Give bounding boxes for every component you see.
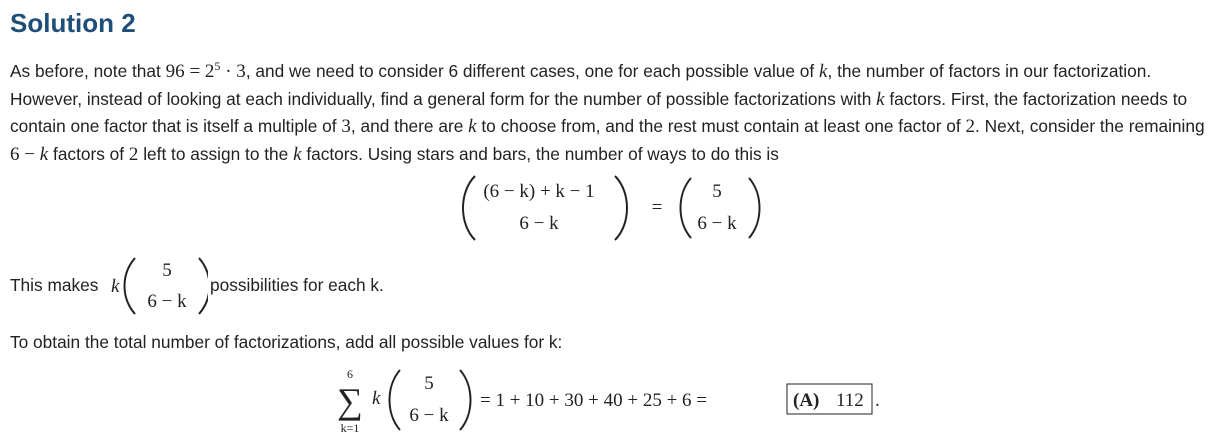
para-text-3: , the number of factors in our factorization. However, instead of looking at each individually, find a general form for the number of possible factorizations with	[10, 61, 1152, 109]
math-equals-2: = 2	[189, 61, 215, 82]
para-text-4: factors. First, the factorization needs to contain one factor that is itself a multiple of	[10, 88, 1188, 136]
para-text-1: As before, note that	[10, 61, 166, 81]
binomial-bottom: 6 − k	[409, 405, 449, 426]
binomial-bottom: 6 − k	[147, 291, 187, 312]
left-paren	[681, 178, 692, 238]
math-exponent: 5	[214, 59, 221, 73]
right-paren	[199, 258, 208, 314]
math-6-minus: 6 −	[10, 143, 35, 165]
para-text-6: to choose from, and the rest must contain at least one factor of	[476, 116, 966, 136]
inline-binomial	[108, 254, 208, 318]
binomial-top: (6 − k) + k − 1	[483, 181, 595, 202]
math-k: k	[876, 88, 885, 110]
equals-sign: =	[651, 197, 663, 218]
binomial-identity-equation	[455, 172, 775, 244]
binomial-top: 5	[712, 181, 722, 202]
solution-title: Solution 2	[10, 8, 136, 38]
summation-equation	[330, 364, 890, 438]
sum-lower-limit: k=1	[340, 421, 360, 435]
line3-text: To obtain the total number of factorizations, add all possible values for k:	[10, 332, 563, 352]
solution-paragraph	[10, 58, 1210, 168]
line2-text-after: possibilities for each k.	[210, 275, 384, 295]
math-k: k	[468, 116, 477, 137]
right-paren	[460, 370, 471, 430]
math-k: k	[819, 61, 828, 82]
sum-upper-limit: 6	[347, 367, 353, 381]
left-paren	[390, 370, 401, 430]
para-text-5: , and there are	[350, 116, 469, 136]
period: .	[875, 390, 880, 411]
left-paren	[125, 258, 136, 314]
math-2: 2	[965, 116, 976, 137]
math-3: 3	[341, 116, 351, 137]
binomial-top: 5	[424, 373, 434, 394]
para-text-8: factors of	[48, 143, 129, 164]
line2-text-before: This makes	[10, 275, 99, 295]
math-times-3: · 3	[225, 61, 246, 82]
math-k: k	[39, 143, 49, 165]
math-k: k	[372, 388, 381, 409]
para-text-9: left to assign to the	[138, 143, 294, 164]
summation-symbol: ∑	[337, 381, 363, 421]
math-96: 96	[165, 61, 185, 82]
right-paren	[749, 178, 760, 238]
left-paren	[463, 176, 475, 240]
math-2: 2	[128, 143, 139, 165]
math-k: k	[293, 143, 302, 165]
math-k: k	[111, 276, 120, 297]
sum-expansion: = 1 + 10 + 30 + 40 + 25 + 6 =	[480, 390, 708, 411]
para-text-10: factors. Using stars and bars, the number of ways to do this is	[301, 143, 779, 164]
right-paren	[615, 176, 627, 240]
answer-value: 112	[836, 390, 864, 411]
binomial-bottom: 6 − k	[697, 213, 737, 234]
answer-label: (A)	[793, 390, 820, 411]
binomial-bottom: 6 − k	[519, 213, 559, 234]
binomial-top: 5	[162, 260, 172, 281]
para-text-2: , and we need to consider 6 different cases, one for each possible value of	[245, 61, 820, 81]
para-text-7: . Next, consider the remaining	[975, 116, 1205, 136]
